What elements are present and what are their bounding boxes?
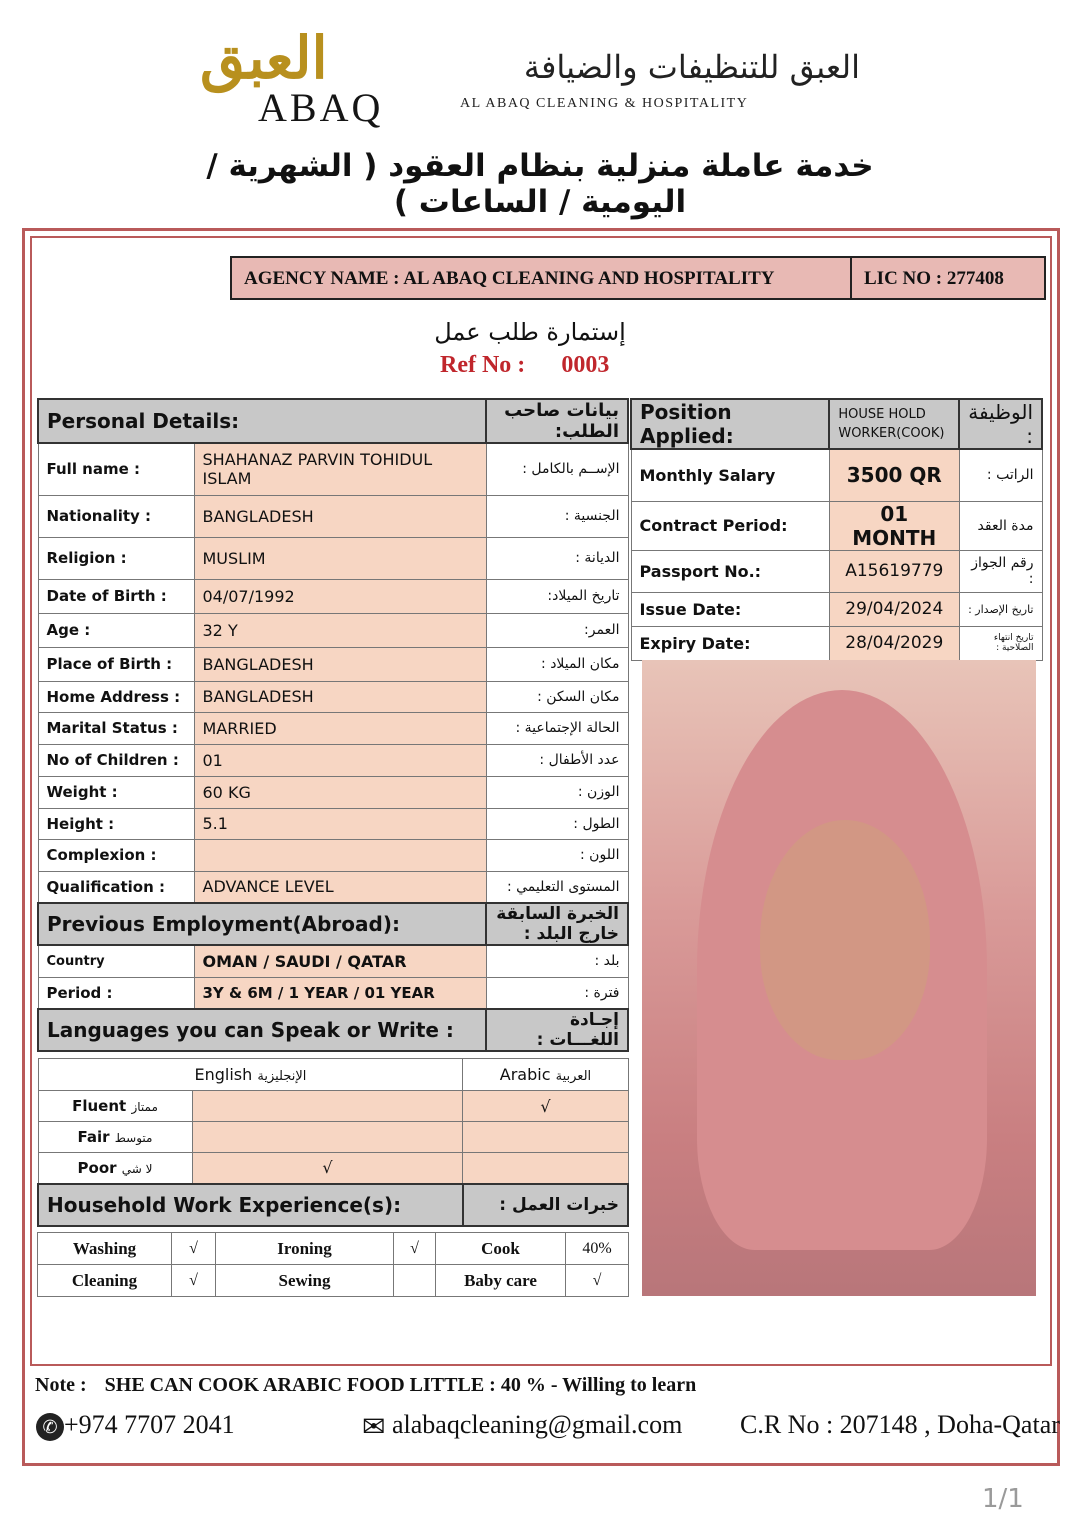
personal-header-ar: بيانات صاحب الطلب: (486, 399, 628, 443)
issue-label: Issue Date: (631, 592, 829, 626)
mail-icon: ✉ (362, 1412, 386, 1444)
row-label-ar: عدد الأطفال : (486, 744, 628, 776)
expiry-value: 28/04/2029 (829, 626, 959, 660)
row-label: Marital Status : (38, 712, 194, 744)
position-header: Position Applied: (631, 399, 829, 449)
passport-label-ar: رقم الجواز : (959, 550, 1042, 592)
phone-number: +974 7707 2041 (64, 1410, 235, 1439)
previous-header: Previous Employment(Abroad): (38, 903, 486, 945)
previous-header-ar: الخبرة السابقة خارج البلد : (486, 903, 628, 945)
country-label-ar: بلد : (486, 945, 628, 977)
email (362, 1410, 682, 1444)
english-cell (192, 1122, 463, 1153)
lang-row-label (38, 1091, 192, 1122)
height-value: 5.1 (194, 808, 486, 839)
qualification-value: ADVANCE LEVEL (194, 871, 486, 903)
row-label-ar: الديانة : (486, 537, 628, 579)
birthplace-value: BANGLADESH (194, 647, 486, 681)
religion-value: MUSLIM (194, 537, 486, 579)
row-label: Full name : (38, 443, 194, 495)
languages-table (37, 1058, 629, 1227)
note (35, 1374, 696, 1397)
lang-level: Poor (77, 1158, 117, 1177)
ref-label: Ref No : (440, 352, 526, 378)
children-value: 01 (194, 744, 486, 776)
marital-value: MARRIED (194, 712, 486, 744)
passport-label: Passport No.: (631, 550, 829, 592)
row-label: Nationality : (38, 495, 194, 537)
photo-face (760, 820, 930, 1060)
english-cell: √ (192, 1153, 463, 1184)
salary-value: 3500 QR (829, 449, 959, 501)
page-number: 1/1 (982, 1484, 1024, 1514)
task-value: √ (566, 1265, 629, 1297)
lang-english-ar: الإنجليزية (257, 1069, 307, 1084)
task-value: √ (172, 1233, 216, 1265)
household-header-ar: خبرات العمل : (463, 1184, 628, 1226)
position-header-ar: الوظيفة : (959, 399, 1042, 449)
lang-arabic: Arabic (499, 1065, 551, 1084)
task-label: Cook (436, 1233, 566, 1265)
service-line: خدمة عاملة منزلية بنظام العقود ( الشهرية / اليومية / الساعات ) (206, 148, 874, 220)
row-label-ar: المستوى التعليمي : (486, 871, 628, 903)
full-name-value: SHAHANAZ PARVIN TOHIDUL ISLAM (194, 443, 486, 495)
arabic-cell (463, 1153, 628, 1184)
row-label-ar: الوزن : (486, 776, 628, 808)
nationality-value: BANGLADESH (194, 495, 486, 537)
lang-level-ar: متوسط (114, 1131, 153, 1145)
dob-value: 04/07/1992 (194, 579, 486, 613)
lang-level: Fluent (72, 1097, 127, 1115)
note-text: SHE CAN COOK ARABIC FOOD LITTLE : 40 % - Willing to learn (104, 1374, 697, 1396)
task-value: √ (172, 1265, 216, 1297)
contract-label: Contract Period: (631, 501, 829, 550)
period-label: Period : (38, 977, 194, 1009)
salary-label-ar: الراتب : (959, 449, 1042, 501)
task-label: Ironing (216, 1233, 394, 1265)
address-value: BANGLADESH (194, 681, 486, 712)
task-label: Cleaning (38, 1265, 172, 1297)
lang-level: Fair (77, 1128, 110, 1146)
cr-number: C.R No : 207148 , Doha-Qatar (740, 1410, 1060, 1439)
row-label-ar: الجنسية : (486, 495, 628, 537)
license-number: LIC NO : 277408 (864, 268, 1004, 289)
logo-arabic: العبق (200, 24, 328, 92)
issue-label-ar: تاريخ الإصدار : (959, 592, 1042, 626)
phone (36, 1410, 235, 1441)
row-label: Home Address : (38, 681, 194, 712)
lang-english: English (194, 1065, 253, 1084)
row-label: Height : (38, 808, 194, 839)
row-label: Place of Birth : (38, 647, 194, 681)
row-label-ar: مكان الميلاد : (486, 647, 628, 681)
period-label-ar: فترة : (486, 977, 628, 1009)
complexion-value (194, 839, 486, 871)
lang-col-arabic (463, 1059, 628, 1091)
lang-arabic-ar: العربية (555, 1069, 592, 1084)
lang-row-label (38, 1153, 192, 1184)
personal-header: Personal Details: (38, 399, 486, 443)
row-label: Qualification : (38, 871, 194, 903)
row-label-ar: الطول : (486, 808, 628, 839)
position-value: HOUSE HOLD WORKER(COOK) (829, 399, 959, 449)
note-label: Note : (35, 1374, 87, 1396)
languages-header-ar: إجـادة اللغـــات : (486, 1009, 628, 1051)
lang-row-label (38, 1122, 192, 1153)
row-label-ar: مكان السكن : (486, 681, 628, 712)
task-label: Baby care (436, 1265, 566, 1297)
form-title: إستمارة طلب عمل (434, 318, 626, 346)
english-cell (192, 1091, 463, 1122)
country-label: Country (38, 945, 194, 977)
contract-value: 01 MONTH (829, 501, 959, 550)
logo-english: ABAQ (258, 85, 384, 130)
expiry-label: Expiry Date: (631, 626, 829, 660)
agency-name: AGENCY NAME : AL ABAQ CLEANING AND HOSPITALITY (232, 258, 852, 298)
issue-value: 29/04/2024 (829, 592, 959, 626)
task-value (394, 1265, 436, 1297)
lang-col-english (38, 1059, 463, 1091)
period-value: 3Y & 6M / 1 YEAR / 01 YEAR (194, 977, 486, 1009)
company-name-arabic: العبق للتنظيفات والضيافة (523, 48, 860, 86)
arabic-cell (463, 1122, 628, 1153)
row-label-ar: تاريخ الميلاد: (486, 579, 628, 613)
row-label-ar: اللون : (486, 839, 628, 871)
company-name-english: AL ABAQ CLEANING & HOSPITALITY (460, 96, 749, 111)
agency-bar (230, 256, 1046, 300)
task-label: Washing (38, 1233, 172, 1265)
row-label-ar: الإســم بالكامل : (486, 443, 628, 495)
applicant-photo (642, 660, 1036, 1296)
row-label: Weight : (38, 776, 194, 808)
household-table (37, 1232, 629, 1297)
email-address: alabaqcleaning@gmail.com (391, 1410, 683, 1439)
row-label-ar: الحالة الإجتماعية : (486, 712, 628, 744)
arabic-cell: √ (463, 1091, 628, 1122)
salary-label: Monthly Salary (631, 449, 829, 501)
row-label: Age : (38, 613, 194, 647)
contract-label-ar: مدة العقد (959, 501, 1042, 550)
household-header: Household Work Experience(s): (38, 1184, 463, 1226)
personal-details-table (37, 398, 629, 1052)
expiry-label-ar: تاريخ انتهاء الصلاحية : (959, 626, 1042, 660)
row-label: Complexion : (38, 839, 194, 871)
task-value: 40% (566, 1233, 629, 1265)
country-value: OMAN / SAUDI / QATAR (194, 945, 486, 977)
passport-value: A15619779 (829, 550, 959, 592)
row-label: Religion : (38, 537, 194, 579)
task-value: √ (394, 1233, 436, 1265)
phone-icon: ✆ (36, 1413, 64, 1441)
reference (440, 352, 609, 379)
weight-value: 60 KG (194, 776, 486, 808)
age-value: 32 Y (194, 613, 486, 647)
lang-level-ar: لا شي (121, 1161, 153, 1176)
position-table (630, 398, 1043, 661)
row-label-ar: العمر: (486, 613, 628, 647)
ref-number: 0003 (561, 352, 610, 378)
row-label: Date of Birth : (38, 579, 194, 613)
lang-level-ar: ممتاز (131, 1100, 158, 1114)
company-logo (170, 24, 430, 130)
task-label: Sewing (216, 1265, 394, 1297)
row-label: No of Children : (38, 744, 194, 776)
languages-header: Languages you can Speak or Write : (38, 1009, 486, 1051)
